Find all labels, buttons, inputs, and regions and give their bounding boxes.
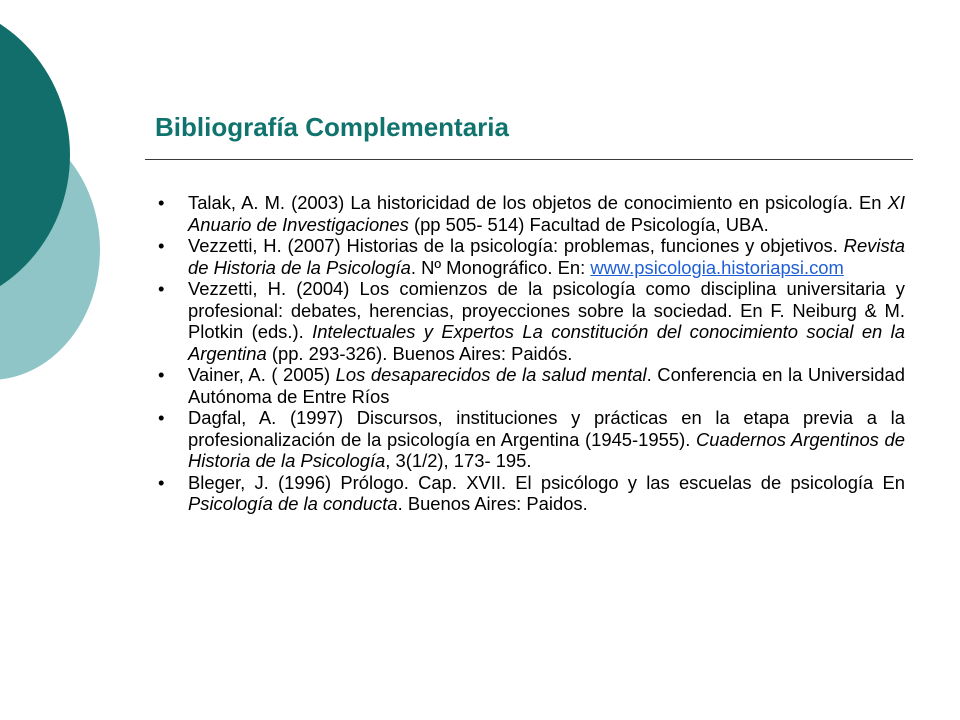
reference-item-dagfal [158, 407, 905, 472]
reference-list [158, 192, 905, 515]
reference-item-talak [158, 192, 905, 235]
reference-item-vezzetti-2004 [158, 278, 905, 364]
bullet: • [158, 364, 165, 385]
reference-source: Los desaparecidos de la salud mental [335, 364, 647, 385]
title-divider [145, 159, 913, 160]
reference-text: , 3(1/2), 173- 195. [385, 450, 532, 471]
bullet: • [158, 192, 165, 213]
reference-text: Vezzetti, H. (2004) Los comienzos de la psicología como disciplina universitaria y profesional: debates, herencias, proyecciones sobre la sociedad. En F. Neiburg & M. Plotkin (eds.). [188, 278, 905, 342]
reference-item-vezzetti-2007 [158, 235, 905, 278]
reference-text: Talak, A. M. (2003) La historicidad de los objetos de conocimiento en psicología. En [188, 192, 888, 213]
reference-source: XI Anuario de Investigaciones [188, 192, 905, 235]
reference-source: Psicología de la conducta [188, 493, 398, 514]
reference-text: (pp 505- 514) Facultad de Psicología, UBA. [408, 213, 769, 235]
reference-text: Vezzetti, H. (2007) Historias de la psicología: problemas, funciones y objetivos. [188, 235, 844, 256]
reference-text: Dagfal, A. (1997) Discursos, instituciones y prácticas en la etapa previa a la profesionalización de la psicología en Argentina (1945-1955). [188, 407, 905, 450]
reference-source: Intelectuales y Expertos La constitución del conocimiento social en la Argentina [188, 321, 905, 364]
bullet: • [158, 407, 165, 428]
reference-item-bleger [158, 472, 905, 515]
reference-source: Cuadernos Argentinos de Historia de la Psicología [188, 428, 905, 471]
bullet: • [158, 235, 165, 256]
reference-text: . Buenos Aires: Paidos. [397, 493, 588, 514]
reference-item-vainer [158, 364, 905, 407]
reference-text: (pp. 293-326). Buenos Aires: Paidós. [266, 342, 573, 364]
reference-text: . Conferencia en la Universidad Autónoma de Entre Ríos [188, 364, 905, 407]
reference-text: . Nº Monográfico. En: [410, 256, 591, 278]
bullet: • [158, 278, 165, 299]
reference-source: Revista de Historia de la Psicología [188, 235, 905, 278]
reference-text: Vainer, A. ( 2005) [188, 364, 336, 385]
bullet: • [158, 471, 165, 493]
reference-text: Bleger, J. (1996) Prólogo. Cap. XVII. El psicólogo y las escuelas de psicología En [188, 471, 905, 493]
slide-title: Bibliografía Complementaria [155, 112, 509, 142]
reference-link[interactable]: www.psicologia.historiapsi.com [590, 256, 844, 278]
